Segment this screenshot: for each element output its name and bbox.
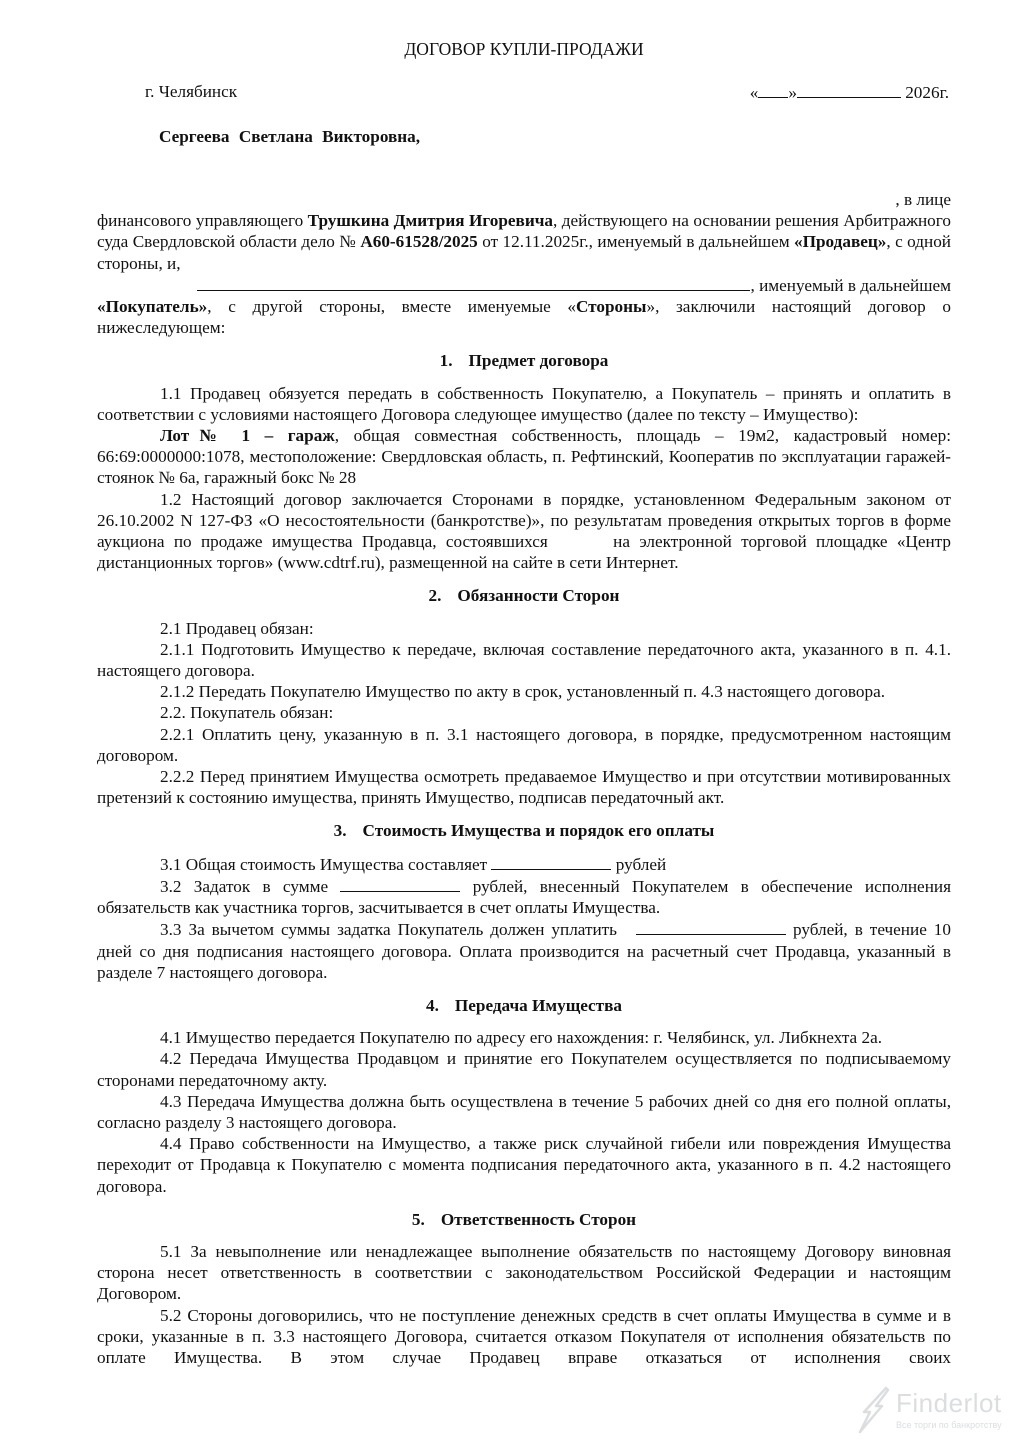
clause-5-1: 5.1 За невыполнение или ненадлежащее выполнение обязательств по настоящему Договору виновная сторона несет ответственность в соответствии с законодательством Российской Федерации и настоящим Договором. — [97, 1241, 951, 1304]
clause-2-2-1: 2.2.1 Оплатить цену, указанную в п. 3.1 настоящего договора, в порядке, предусмотренном настоящим договором. — [97, 724, 951, 765]
lot-description: Лот№ 1 – гараж, общая совместная собственность, площадь – 19м2, кадастровый номер: 66:69:0000000:1078, местоположение: Свердловская область, п. Рефтинский, Кооператив по эксплуатации гаражей-стоянок № 6а, гаражный бокс № 28 — [97, 426, 951, 488]
clause-1-2: 1.2 Настоящий договор заключается Сторонами в порядке, установленном Федеральным законом от 26.10.2002 N 127-ФЗ «О несостоятельности (банкротстве)», по результатам проведения открытых торгов в форме аукциона по продаже имущества Продавца, состоявшихся на электронной торговой площадке «Центр дистанционных торгов» (www.cdtrf.ru), размещенной на сайте в сети Интернет. — [97, 489, 956, 573]
clause-1-1: 1.1 Продавец обязуется передать в собственность Покупателю, а Покупатель – принять и оплатить в соответствии с условиями настоящего Договора следующее имущество (далее по тексту – Имущество): — [97, 383, 951, 424]
clause-5-2: 5.2 Стороны договорились, что не поступление денежных средств в счет оплаты Имущества в сумме и в сроки, указанные в п. 3.3 настоящего Договора, считается отказом Покупателя от исполнения обязательств по оплате Имущества. В этом случае Продавец вправе отказаться от исполнения своих — [97, 1305, 951, 1367]
clause-3-1: 3.1 Общая стоимость Имущества составляет рублей — [160, 854, 667, 874]
watermark-tagline: Все торги по банкротству — [896, 1420, 1002, 1430]
date-day-blank — [758, 81, 788, 98]
seller-name: Сергеева Светлана Викторовна, — [159, 127, 421, 146]
case-number: А60-61528/2025 — [360, 232, 478, 252]
finderlot-watermark — [856, 1384, 1016, 1438]
manager-name: Трушкина Дмитрия Игоревича — [307, 211, 554, 231]
clause-2-1: 2.1 Продавец обязан: — [160, 618, 314, 638]
section-3-heading: 3. Стоимость Имущества и порядок его оплаты — [333, 821, 715, 841]
clause-3-3: 3.3 За вычетом суммы задатка Покупатель должен уплатить рублей, в течение 10 дней со дня подписания настоящего договора. Оплата производится на расчетный счет Продавца, указанный в разделе 7 настоящего договора. — [97, 920, 951, 982]
intro-buyer-line: , именуемый в дальнейшем — [97, 274, 951, 296]
deposit-blank — [340, 875, 460, 892]
watermark-brand: Finderlot — [896, 1388, 1002, 1418]
section-4-heading: 4. Передача Имущества — [426, 995, 622, 1015]
contract-date — [750, 81, 949, 103]
clause-4-4: 4.4 Право собственности на Имущество, а также риск случайной гибели или повреждения Имущества переходит от Продавца к Покупателю с момента подписания передаточного акта, указанного в п. 4.2 настоящего договора. — [97, 1134, 951, 1196]
remaining-amount-blank — [636, 918, 786, 935]
seller-label: «Продавец» — [794, 232, 887, 252]
intro-paragraph-1: финансового управляющего Трушкина Дмитрия Игоревича, действующего на основании решения Арбитражного суда Свердловской области дело № А60-61528/2025 от 12.11.2025г., именуемый в дальнейшем «Продавец», с одной стороны, и, — [97, 211, 951, 273]
clause-2-2: 2.2. Покупатель обязан: — [160, 703, 334, 723]
finderlot-logo-icon — [856, 1386, 892, 1434]
intro-paragraph-2: «Покупатель», с другой стороны, вместе именуемые «Стороны», заключили настоящий договор о нижеследующем: — [97, 297, 951, 338]
date-month-blank — [797, 81, 901, 98]
total-price-blank — [491, 853, 611, 870]
clause-4-3: 4.3 Передача Имущества должна быть осуществлена в течение 5 рабочих дней со дня его полной оплаты, согласно разделу 3 настоящего договора. — [97, 1091, 951, 1132]
clause-3-2: 3.2 Задаток в сумме рублей, внесенный Покупателем в обеспечение исполнения обязательств как участника торгов, засчитывается в счет оплаты Имущества. — [97, 876, 951, 918]
document-body — [97, 189, 956, 1368]
buyer-name-blank — [197, 274, 750, 291]
section-5-heading: 5. Ответственность Сторон — [411, 1209, 637, 1229]
clause-2-1-1: 2.1.1 Подготовить Имущество к передаче, включая составление передаточного акта, указанного в п. 4.1. настоящего договора. — [97, 639, 951, 681]
intro-v-litse: , в лице — [895, 190, 951, 209]
date-close-quote: » — [788, 83, 797, 102]
section-2-heading: 2. Обязанности Сторон — [428, 586, 620, 606]
section-1-heading: 1. Предмет договора — [439, 351, 609, 371]
contract-city: г. Челябинск — [145, 82, 238, 101]
parties-label: Стороны — [576, 297, 647, 317]
clause-4-1: 4.1 Имущество передается Покупателю по адресу его нахождения: г. Челябинск, ул. Либкнехта 2а. — [160, 1028, 882, 1048]
lot-title: Лот№ 1 – гараж — [160, 426, 335, 446]
date-open-quote: « — [749, 83, 759, 102]
date-year: 2026г. — [905, 83, 949, 102]
document-title: ДОГОВОР КУПЛИ-ПРОДАЖИ — [404, 39, 644, 59]
clause-4-2: 4.2 Передача Имущества Продавцом и принятие его Покупателем осуществляется по подписываемому сторонами передаточному акту. — [97, 1049, 951, 1090]
clause-2-1-2: 2.1.2 Передать Покупателю Имущество по акту в срок, установленный п. 4.3 настоящего договора. — [160, 682, 886, 702]
buyer-label: «Покупатель» — [97, 297, 208, 317]
clause-2-2-2: 2.2.2 Перед принятием Имущества осмотреть предаваемое Имущество и при отсутствии мотивированных претензий к состоянию имущества, принять Имущество, подписав передаточный акт. — [97, 767, 951, 808]
